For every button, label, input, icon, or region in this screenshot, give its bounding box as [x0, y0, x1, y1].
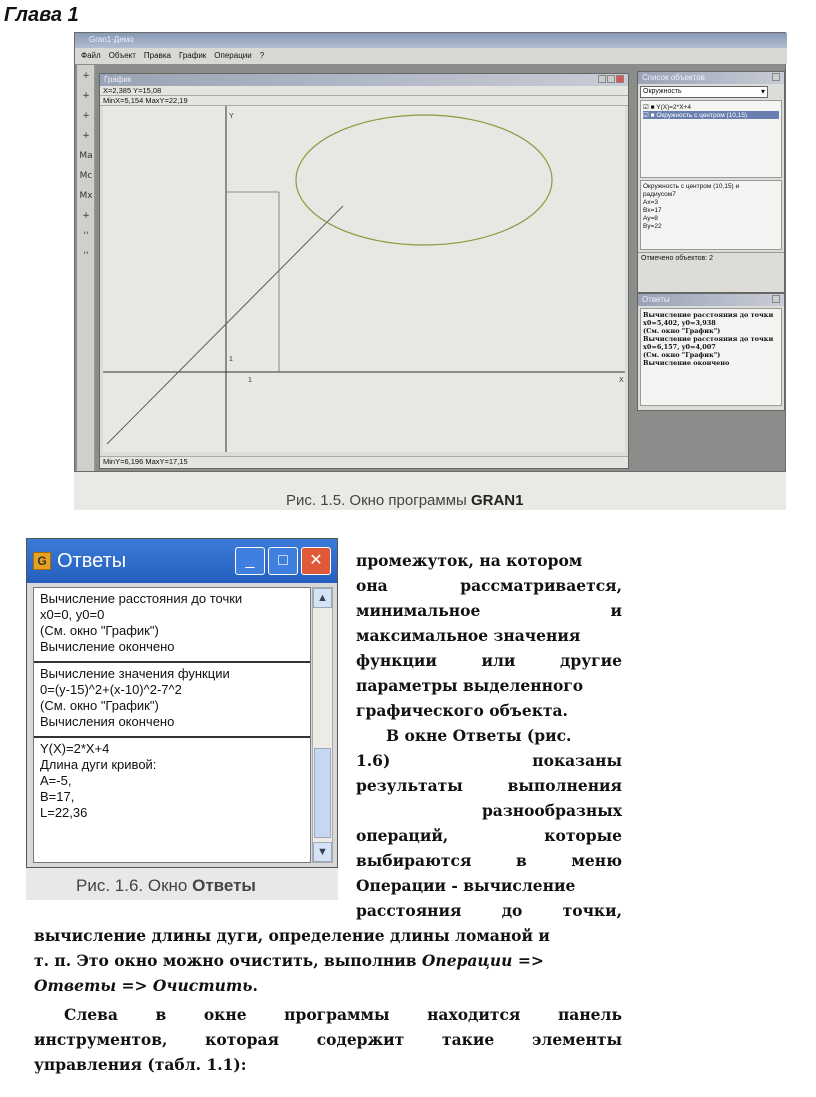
object-type-select[interactable]: Окружность ▾ [640, 86, 768, 98]
scroll-down-icon[interactable]: ▼ [313, 842, 332, 862]
text-line: расстояния до точки, [356, 901, 622, 920]
tool-mc[interactable]: Mc [79, 171, 93, 181]
text-line: выбираются в меню [356, 851, 622, 870]
answers-window-title: Ответы [57, 549, 127, 572]
answers-text [640, 308, 782, 406]
answers-content[interactable] [33, 587, 311, 863]
text-line: В окне Ответы (рис. [386, 726, 572, 745]
text-line: функции или другие [356, 651, 622, 670]
close-button[interactable]: ✕ [301, 547, 331, 575]
minimize-button[interactable]: _ [235, 547, 265, 575]
caption-window-name: Ответы [192, 876, 256, 895]
caption-program-name: GRAN1 [470, 492, 524, 509]
axis-y-label: Y [229, 113, 234, 120]
text-line: максимальное значения [356, 626, 581, 645]
answers-window-title [638, 294, 784, 306]
text-line: графического объекта. [356, 701, 568, 720]
text-line: операций, которые [356, 826, 622, 845]
object-list [640, 100, 782, 178]
text-line: управления (табл. 1.1): [34, 1055, 247, 1074]
object-item-label: Y(X)=2*X+4 [656, 104, 691, 111]
close-button[interactable] [616, 75, 624, 83]
tick-x-1: 1 [248, 377, 252, 384]
scroll-thumb[interactable] [314, 748, 331, 838]
text-span: т. п. Это окно можно очистить, выполнив [34, 951, 422, 970]
maximize-button[interactable]: □ [268, 547, 298, 575]
caption-text: Рис. 1.6. Окно [76, 876, 193, 895]
tool-add-line[interactable]: + [82, 91, 90, 101]
text-line: Операции - вычисление [356, 876, 576, 895]
tool-add-circle[interactable]: + [82, 111, 90, 121]
text-span: => [116, 976, 153, 995]
text-line: параметры выделенного [356, 676, 584, 695]
menu-help[interactable]: ? [259, 51, 265, 60]
tick-y-1: 1 [229, 356, 233, 363]
answers-title-label: Ответы [642, 295, 670, 304]
tool-add-curve[interactable]: + [82, 131, 90, 141]
text-line [34, 973, 622, 998]
objects-title-label: Список объектов [642, 73, 705, 82]
figure-1-6 [26, 538, 338, 900]
object-info [640, 180, 782, 250]
text-line: Слева в окне программы находится панель [64, 1005, 622, 1024]
tool-move[interactable]: + [82, 211, 90, 221]
list-item[interactable]: ☑ ■ Окружность с центром (10,15) [643, 111, 779, 119]
menu-ref-answers: Ответы [34, 976, 117, 995]
toolbar [77, 65, 95, 471]
info-line: Ax=3 [643, 199, 658, 206]
answer-block: Y(X)=2*X+4 Длина дуги кривой: A=-5, B=17, L=22,36 [40, 741, 157, 820]
graph-window-title [100, 74, 628, 86]
answers-title-bar [27, 539, 337, 583]
vertical-scrollbar[interactable] [312, 587, 333, 863]
tool-mx[interactable]: Mx [79, 191, 93, 201]
text-full-width [34, 923, 622, 1077]
info-line: Bx=17 [643, 207, 662, 214]
answers-window [26, 538, 338, 868]
answer-line: x0=6,157, y0=4,007 [643, 343, 716, 351]
text-line: она рассматривается, [356, 576, 622, 595]
menu-file[interactable]: Файл [81, 51, 101, 60]
figure-1-5 [74, 32, 786, 510]
text-span: => [512, 951, 544, 970]
gran-app-icon: G [33, 552, 51, 570]
text-line: 1.6) показаны [356, 751, 622, 770]
scroll-up-icon[interactable]: ▲ [313, 588, 332, 608]
menu-object[interactable]: Объект [108, 51, 136, 60]
figure-1-6-caption [76, 876, 256, 896]
answer-line: Вычисление окончено [643, 359, 730, 367]
text-line: инструментов, которая содержит такие элементы [34, 1030, 622, 1049]
graph-window [99, 73, 629, 469]
menu-ref-operations: Операции [421, 951, 513, 970]
text-line: разнообразных [481, 801, 622, 820]
objects-window-title [638, 72, 784, 84]
range-coords: MinX=5,154 MaxY=22,19 [100, 96, 628, 106]
info-line: радиусом7 [643, 191, 676, 198]
list-item[interactable]: ☑ ■ Y(X)=2*X+4 [643, 104, 691, 111]
minimize-button[interactable] [598, 75, 606, 83]
menu-ref-clear: Очистить [152, 976, 253, 995]
graph-title-label: График [104, 75, 132, 84]
tool-ma[interactable]: Ma [79, 151, 93, 161]
objects-list-window [637, 71, 785, 293]
info-line: Ay=8 [643, 215, 658, 222]
menu-edit[interactable]: Правка [143, 51, 171, 60]
answer-block: Вычисление значения функции 0=(y-15)^2+(x-10)^2-7^2 (См. окно "График") Вычисления окончено [34, 663, 310, 738]
caption-text: Рис. 1.5. Окно программы [286, 492, 471, 509]
objects-selected-count: Отмечено объектов: 2 [638, 252, 784, 264]
info-line: By=22 [643, 223, 662, 230]
chapter-heading: Глава 1 [4, 4, 79, 26]
answer-line: Вычисление расстояния до точки [643, 335, 774, 343]
plot-svg [103, 106, 625, 452]
circle-object[interactable] [296, 115, 552, 245]
answer-line: x0=5,402, y0=3,938 [643, 319, 716, 327]
app-title-bar: Gran1-Демо [75, 33, 787, 48]
text-column [356, 548, 622, 923]
maximize-button[interactable] [607, 75, 615, 83]
gran1-app-window [74, 32, 786, 472]
answers-window-small [637, 293, 785, 411]
minimize-button[interactable] [772, 73, 780, 81]
tool-add-point[interactable]: + [82, 71, 90, 81]
axis-x-label: X [619, 377, 624, 384]
minimize-button[interactable] [772, 295, 780, 303]
object-item-label: Окружность с центром (10,15) [656, 112, 748, 119]
graph-footer: MinY=6,196 MaxY=17,15 [100, 456, 628, 468]
text-line: вычисление длины дуги, определение длины ломаной и [34, 926, 550, 945]
answer-block: Вычисление расстояния до точки x0=0, y0=0 (См. окно "График") Вычисление окончено [34, 588, 310, 663]
menu-graph[interactable]: График [178, 51, 207, 60]
plot-area[interactable] [103, 106, 625, 452]
menu-operations[interactable]: Операции [214, 51, 252, 60]
answer-line: (См. окно "График") [643, 327, 721, 335]
cursor-coords: X=2,385 Y=15,08 [100, 86, 628, 96]
answer-line: Вычисление расстояния до точки [643, 311, 774, 319]
text-line: промежуток, на котором [356, 551, 583, 570]
answer-line: (См. окно "График") [643, 351, 721, 359]
text-line: результаты выполнения [356, 776, 622, 795]
text-line: минимальное и [356, 601, 622, 620]
text-line [34, 948, 622, 973]
line-y-2x-4[interactable] [107, 206, 343, 444]
menu-bar [75, 48, 787, 64]
text-span: . [252, 976, 258, 995]
info-line: Окружность с центром (10,15) и [643, 183, 740, 190]
tool-zoom-out[interactable]: '' [83, 231, 89, 241]
figure-1-5-caption [286, 492, 523, 509]
tool-zoom-in[interactable]: '' [83, 251, 89, 261]
